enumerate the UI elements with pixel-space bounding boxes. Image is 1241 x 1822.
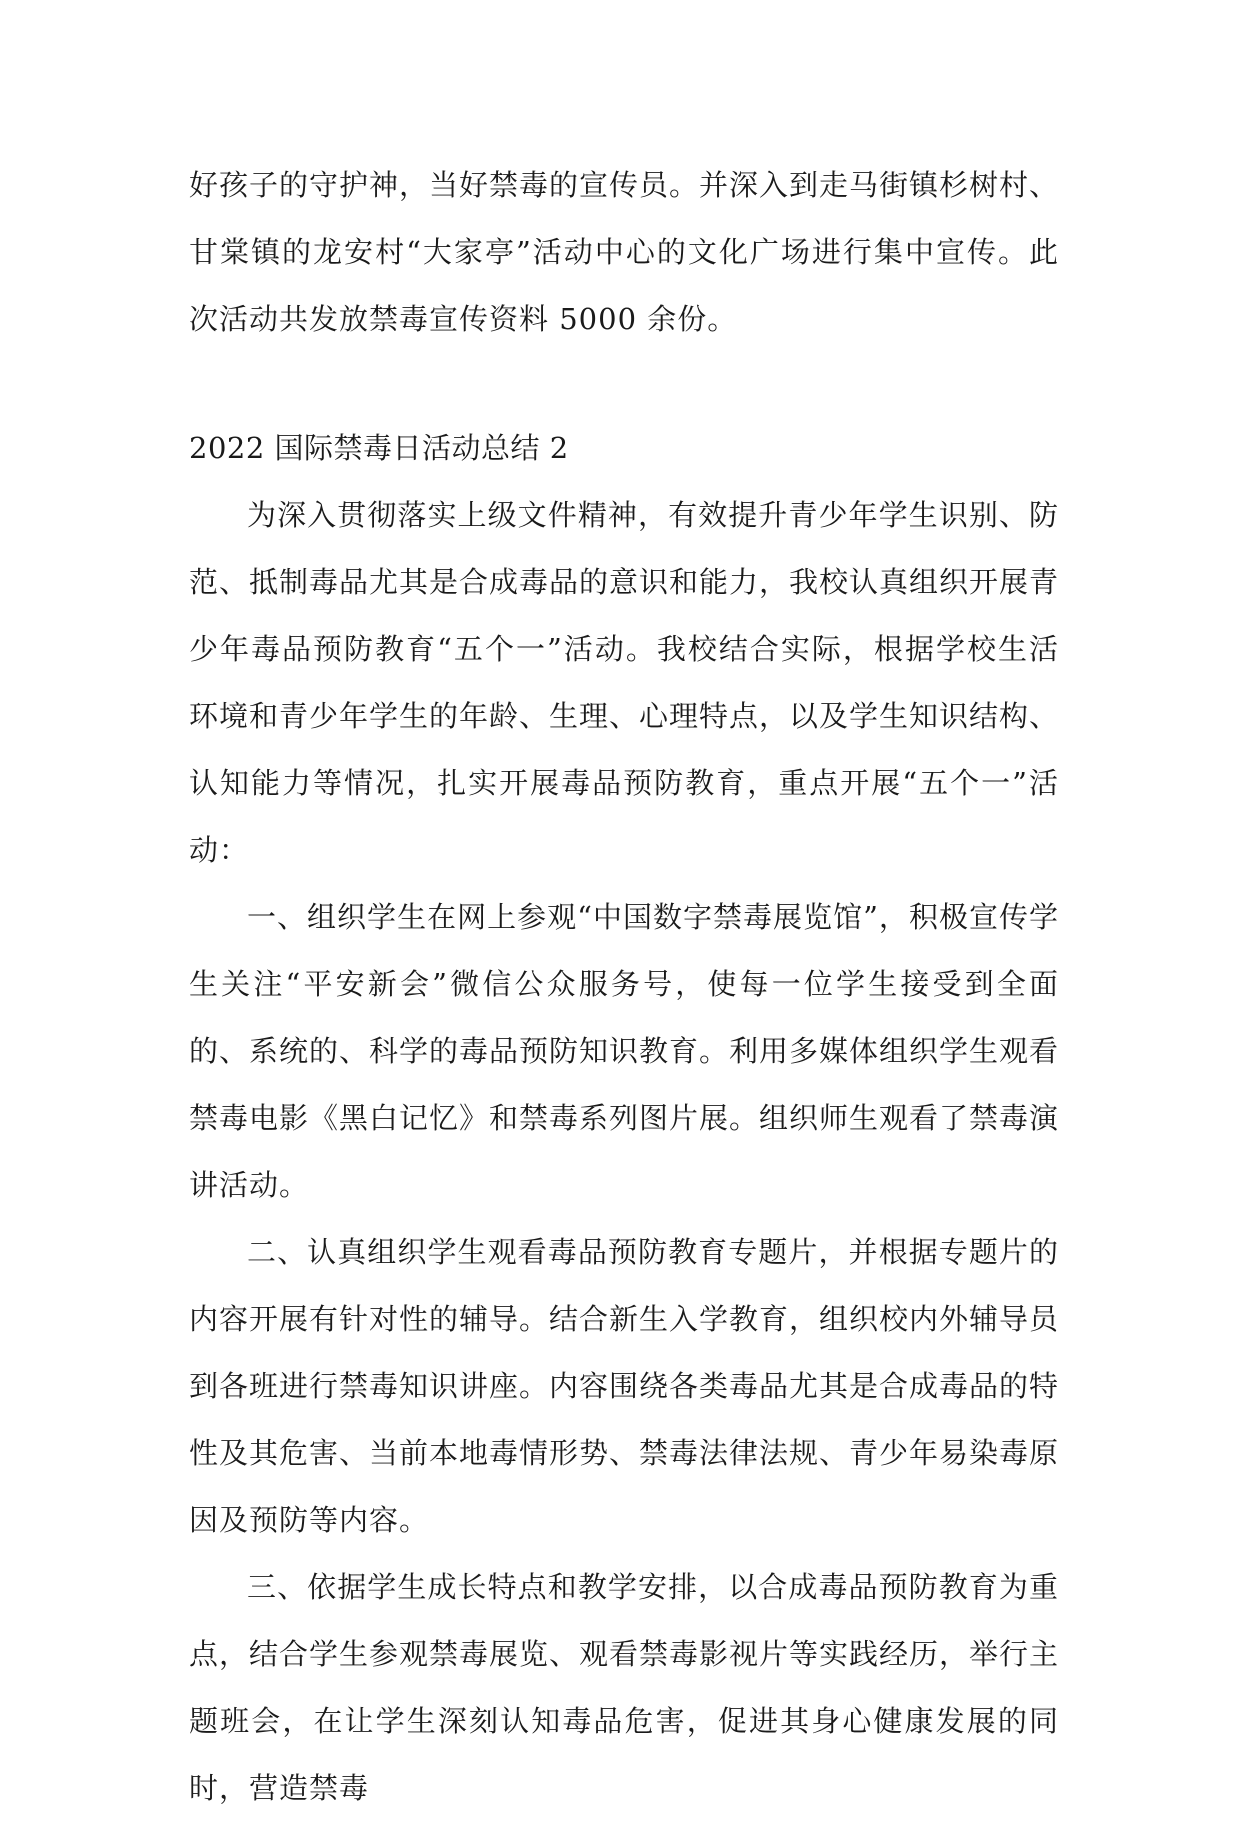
paragraph-item-one: 一、组织学生在网上参观“中国数字禁毒展览馆”，积极宣传学生关注“平安新会”微信公众服务号，使每一位学生接受到全面的、系统的、科学的毒品预防知识教育。利用多媒体组织学生观看禁毒电影《黑白记忆》和禁毒系列图片展。组织师生观看了禁毒演讲活动。 (189, 900, 1060, 1202)
intro-paragraph: 好孩子的守护神，当好禁毒的宣传员。并深入到走马街镇杉树村、甘棠镇的龙安村“大家亭”活动中心的文化广场进行集中宣传。此次活动共发放禁毒宣传资料 5000 余份。 (189, 168, 1060, 336)
section-spacer (189, 353, 1059, 415)
paragraph-item-three: 三、依据学生成长特点和教学安排，以合成毒品预防教育为重点，结合学生参观禁毒展览、观看禁毒影视片等实践经历，举行主题班会，在让学生深刻认知毒品危害，促进其身心健康发展的同时，营造禁毒 (189, 1570, 1060, 1805)
paragraph-overview: 为深入贯彻落实上级文件精神，有效提升青少年学生识别、防范、抵制毒品尤其是合成毒品的意识和能力，我校认真组织开展青少年毒品预防教育“五个一”活动。我校结合实际，根据学校生活环境和青少年学生的年龄、生理、心理特点，以及学生知识结构、认知能力等情况，扎实开展毒品预防教育，重点开展“五个一”活动： (189, 498, 1060, 867)
document-body (189, 152, 1059, 1822)
section-title: 2022 国际禁毒日活动总结 2 (189, 431, 569, 465)
paragraph-item-two: 二、认真组织学生观看毒品预防教育专题片，并根据专题片的内容开展有针对性的辅导。结合新生入学教育，组织校内外辅导员到各班进行禁毒知识讲座。内容围绕各类毒品尤其是合成毒品的特性及其危害、当前本地毒情形势、禁毒法律法规、青少年易染毒原因及预防等内容。 (189, 1235, 1060, 1537)
